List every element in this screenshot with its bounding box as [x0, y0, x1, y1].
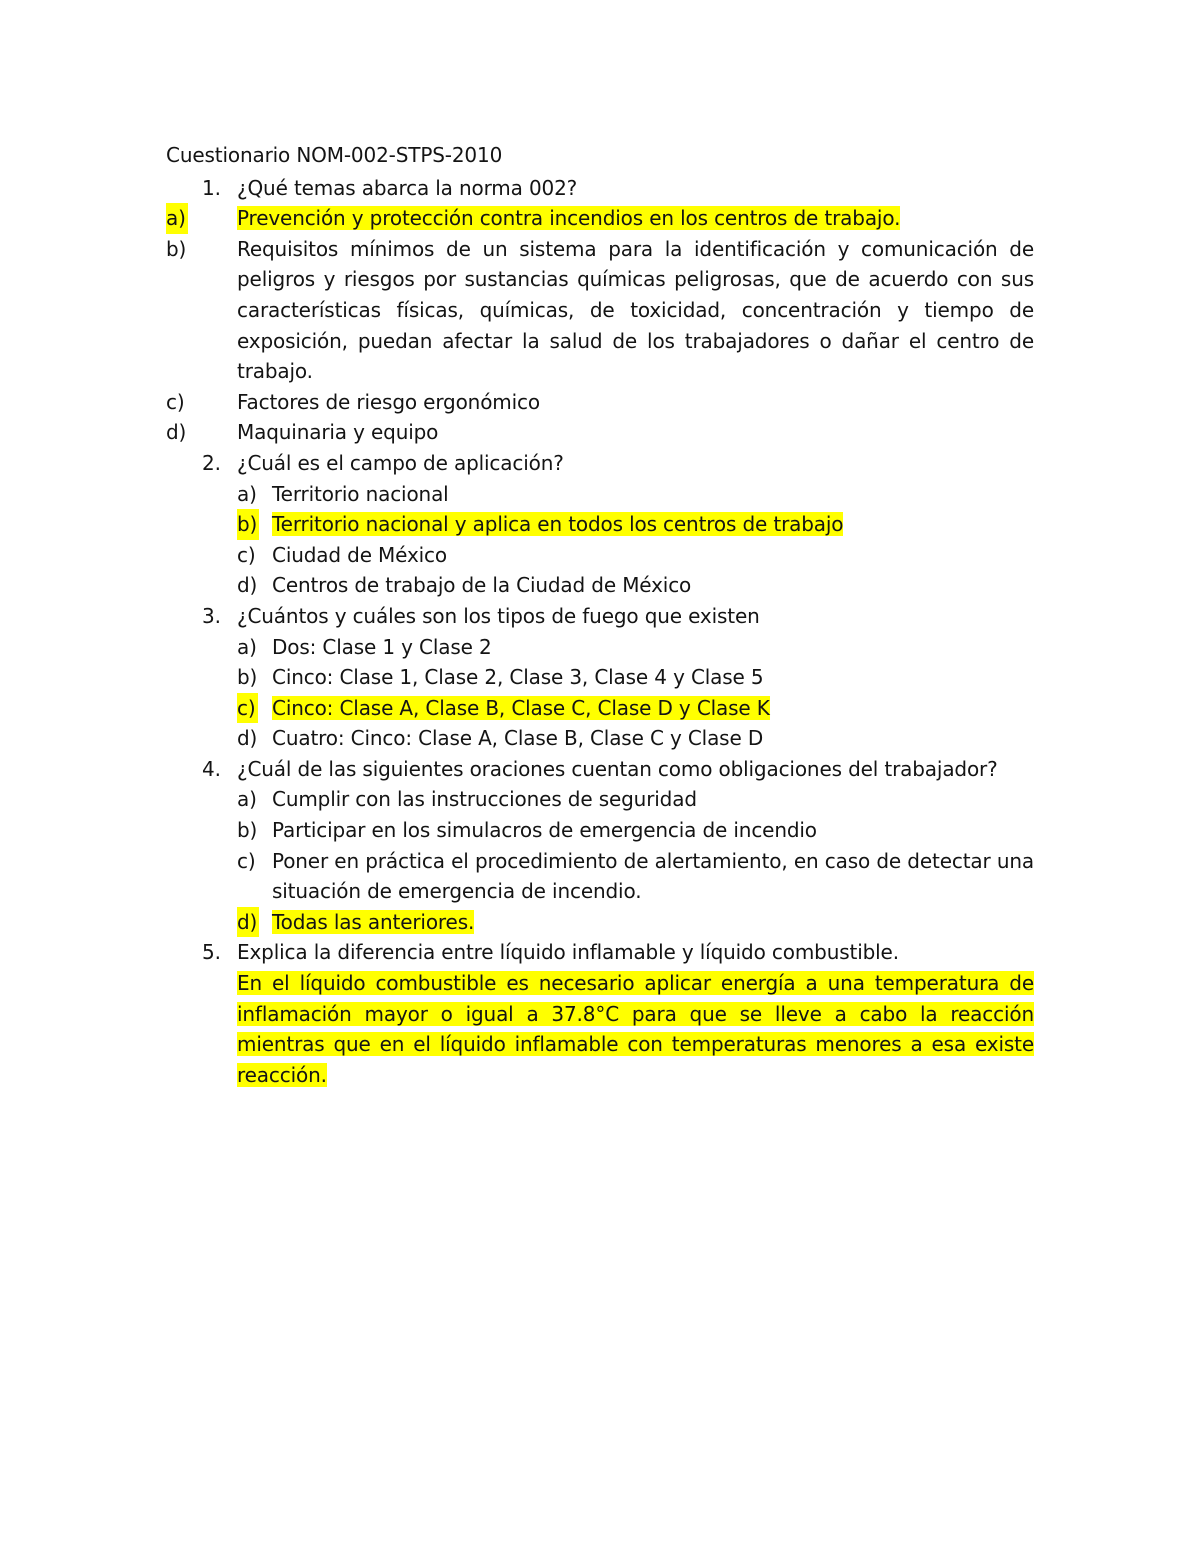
option-4b	[166, 815, 1034, 846]
option-2c	[166, 540, 1034, 571]
question-1	[166, 173, 1034, 204]
option-text-highlighted: Prevención y protección contra incendios en los centros de trabajo.	[237, 206, 901, 231]
question-text: ¿Cuál es el campo de aplicación?	[237, 450, 564, 475]
option-text: Cumplir con las instrucciones de seguridad	[272, 787, 697, 812]
option-text: Participar en los simulacros de emergencia de incendio	[272, 818, 817, 843]
option-4c	[166, 846, 1034, 907]
option-text: Poner en práctica el procedimiento de alertamiento, en caso de detectar una situación de emergencia de incendio.	[272, 848, 1034, 904]
question-text: ¿Cuántos y cuáles son los tipos de fuego que existen	[237, 603, 760, 628]
option-1d	[166, 417, 1034, 448]
option-letter: b)	[237, 665, 258, 690]
document-body	[166, 140, 1034, 1090]
option-letter: d)	[237, 907, 259, 938]
option-3d	[166, 723, 1034, 754]
option-letter: a)	[166, 203, 188, 234]
question-2	[166, 448, 1034, 479]
option-text: Maquinaria y equipo	[237, 420, 439, 445]
option-text: Territorio nacional	[272, 481, 449, 506]
option-letter: c)	[166, 389, 185, 414]
question-5	[166, 937, 1034, 968]
option-text: Requisitos mínimos de un sistema para la identificación y comunicación de peligros y riesgos por sustancias químicas peligrosas, que de acuerdo con sus características físicas, químicas, de toxicidad, concentración y tiempo de exposición, puedan afectar la salud de los trabajadores o dañar el centro de trabajo.	[237, 236, 1034, 384]
option-letter: a)	[237, 634, 257, 659]
question-number: 4.	[202, 756, 221, 781]
question-number: 2.	[202, 450, 221, 475]
option-1c	[166, 387, 1034, 418]
option-letter: d)	[237, 726, 258, 751]
option-4a	[166, 784, 1034, 815]
question-number: 5.	[202, 940, 221, 965]
option-1b	[166, 234, 1034, 387]
option-letter: a)	[237, 787, 257, 812]
option-letter: c)	[237, 693, 258, 724]
option-2b	[166, 509, 1034, 540]
option-letter: c)	[237, 542, 256, 567]
option-text-highlighted: Todas las anteriores.	[272, 909, 475, 934]
question-4	[166, 754, 1034, 785]
option-letter: a)	[237, 481, 257, 506]
question-number: 3.	[202, 603, 221, 628]
option-text: Dos: Clase 1 y Clase 2	[272, 634, 492, 659]
option-letter: b)	[237, 818, 258, 843]
option-letter: d)	[237, 573, 258, 598]
option-text-highlighted: Territorio nacional y aplica en todos los centros de trabajo	[272, 512, 844, 537]
question-text: Explica la diferencia entre líquido inflamable y líquido combustible.	[237, 940, 899, 965]
option-4d	[166, 907, 1034, 938]
option-text-highlighted: Cinco: Clase A, Clase B, Clase C, Clase D y Clase K	[272, 695, 770, 720]
option-letter: b)	[166, 236, 187, 261]
option-text: Centros de trabajo de la Ciudad de México	[272, 573, 692, 598]
question-text: ¿Qué temas abarca la norma 002?	[237, 175, 578, 200]
option-letter: b)	[237, 509, 259, 540]
option-2d	[166, 570, 1034, 601]
option-3c	[166, 693, 1034, 724]
document-title: Cuestionario NOM-002-STPS-2010	[166, 143, 503, 167]
question-3	[166, 601, 1034, 632]
option-letter: d)	[166, 420, 187, 445]
option-text: Factores de riesgo ergonómico	[237, 389, 540, 414]
question-number: 1.	[202, 175, 221, 200]
option-3a	[166, 632, 1034, 663]
option-text: Ciudad de México	[272, 542, 447, 567]
question-text: ¿Cuál de las siguientes oraciones cuentan como obligaciones del trabajador?	[237, 756, 998, 781]
option-2a	[166, 479, 1034, 510]
option-text: Cinco: Clase 1, Clase 2, Clase 3, Clase 4 y Clase 5	[272, 665, 764, 690]
answer-text-highlighted: En el líquido combustible es necesario aplicar energía a una temperatura de inflamación mayor o igual a 37.8°C para que se lleve a cabo la reacción mientras que en el líquido inflamable con temperaturas menores a esa existe reacción.	[237, 971, 1034, 1087]
option-1a	[166, 203, 1034, 234]
option-text: Cuatro: Cinco: Clase A, Clase B, Clase C y Clase D	[272, 726, 764, 751]
option-letter: c)	[237, 848, 256, 873]
answer-5	[166, 968, 1034, 1090]
option-3b	[166, 662, 1034, 693]
